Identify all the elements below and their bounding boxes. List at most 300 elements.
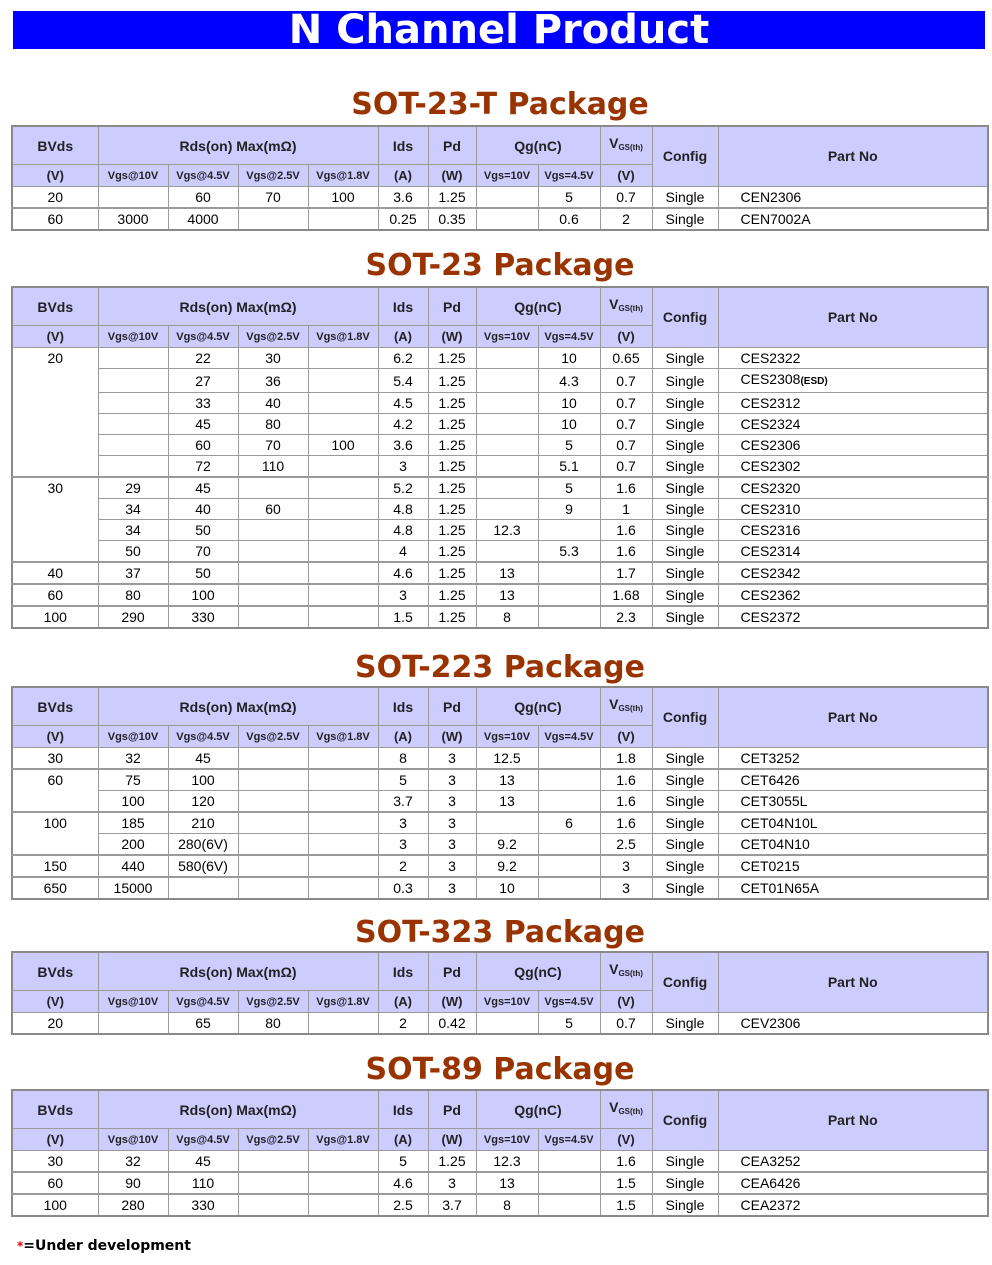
table-cell: [600, 769, 652, 791]
table-cell: [12, 1013, 98, 1035]
cell-value: 65: [195, 1015, 211, 1031]
table-cell: [600, 499, 652, 520]
cell-value: 0.7: [616, 395, 636, 411]
cell-value: 5.1: [559, 458, 579, 474]
table-cell: [168, 877, 238, 899]
table-cell: [718, 855, 988, 877]
cell-value: Single: [665, 501, 705, 517]
cell-value: 3: [448, 880, 456, 896]
table-cell: [12, 1194, 98, 1216]
cell-value: 1.6: [616, 772, 636, 788]
cell-value: CES2312: [740, 395, 801, 411]
table-cell: [600, 520, 652, 541]
cell-value: 1.25: [438, 480, 466, 496]
header-rds: Rds(on) Max(mΩ): [98, 287, 378, 326]
header-qg-sub: Vgs=4.5V: [538, 326, 600, 348]
cell-value: 1.6: [616, 793, 636, 809]
cell-value: 280(6V): [178, 836, 228, 852]
cell-value: 37: [125, 565, 141, 581]
cell-value: 100: [331, 189, 355, 205]
header-rds-sub: Vgs@2.5V: [238, 165, 308, 187]
table-cell: [98, 393, 168, 414]
cell-value: 100: [191, 772, 215, 788]
cell-value: 1: [622, 501, 630, 517]
cell-value: 3: [448, 750, 456, 766]
cell-value: 45: [195, 416, 211, 432]
cell-value: 0.7: [616, 1015, 636, 1031]
cell-value: Single: [665, 836, 705, 852]
cell-value: 100: [43, 609, 67, 625]
table-cell: [538, 456, 600, 478]
table-cell: [428, 877, 476, 899]
section-title: SOT-23 Package: [365, 248, 635, 283]
cell-value: Single: [665, 1197, 705, 1213]
cell-value: 290: [121, 609, 145, 625]
table-row: [12, 414, 988, 435]
table-cell: [168, 499, 238, 520]
header-vgs-label: V: [609, 135, 619, 151]
cell-value: 2.5: [393, 1197, 413, 1213]
table-cell: [98, 584, 168, 606]
table-cell: [718, 606, 988, 628]
table-row: [12, 769, 988, 791]
table-cell: [168, 456, 238, 478]
cell-value: 75: [125, 772, 141, 788]
table-cell: [378, 834, 428, 856]
cell-value: 330: [191, 609, 215, 625]
cell-value: 1.6: [616, 543, 636, 559]
table-cell: [476, 1151, 538, 1173]
table-cell: [378, 208, 428, 230]
header-config: Config: [652, 287, 718, 348]
cell-value: CES2306: [740, 437, 801, 453]
table-cell: [378, 791, 428, 813]
cell-value: 60: [47, 587, 64, 603]
cell-value: 110: [261, 458, 285, 474]
header-qg-sub: Vgs=10V: [476, 165, 538, 187]
header-qg: Qg(nC): [476, 287, 600, 326]
cell-value: 1.8: [616, 750, 636, 766]
table-row: [12, 541, 988, 563]
cell-value: 0.7: [616, 189, 636, 205]
cell-value: CET6426: [740, 772, 800, 788]
table-cell: [600, 348, 652, 369]
cell-value: 13: [499, 587, 515, 603]
header-row: [12, 1090, 988, 1129]
table-cell: [718, 1151, 988, 1173]
table-cell: [476, 834, 538, 856]
table-cell: [652, 393, 718, 414]
table-cell: [238, 562, 308, 584]
table-cell: [652, 584, 718, 606]
header-pd-unit: (W): [428, 326, 476, 348]
cell-value: 110: [191, 1175, 215, 1191]
cell-value: 1.25: [438, 1153, 466, 1169]
table-row: [12, 1151, 988, 1173]
cell-value: 40: [195, 501, 211, 517]
table-cell: [538, 834, 600, 856]
table-cell: [238, 477, 308, 499]
table-cell: [378, 541, 428, 563]
cell-value: 12.3: [493, 1153, 521, 1169]
table-cell: [308, 187, 378, 209]
cell-value: 30: [47, 480, 64, 496]
table-cell: [718, 877, 988, 899]
table-cell: [652, 834, 718, 856]
table-cell: [538, 1194, 600, 1216]
table-cell: [476, 208, 538, 230]
table-cell: [238, 791, 308, 813]
table-cell: [476, 369, 538, 393]
table-cell: [428, 1151, 476, 1173]
table-cell: [238, 369, 308, 393]
cell-value: Single: [665, 211, 705, 227]
table-cell: [718, 562, 988, 584]
table-cell: [718, 1194, 988, 1216]
cell-value: Single: [665, 609, 705, 625]
cell-value: 4: [399, 543, 407, 559]
table-cell: [538, 369, 600, 393]
header-rds-sub: Vgs@2.5V: [238, 1129, 308, 1151]
cell-value: 20: [47, 1015, 64, 1031]
table-cell: [378, 748, 428, 770]
header-config: Config: [652, 952, 718, 1013]
cell-value: 120: [191, 793, 215, 809]
cell-value: 10: [561, 350, 577, 366]
table-row: [12, 348, 988, 369]
table-cell: [718, 769, 988, 791]
cell-value: 1.25: [438, 189, 466, 205]
table-cell: [308, 520, 378, 541]
cell-value: 3: [399, 836, 407, 852]
header-rds-sub: Vgs@1.8V: [308, 326, 378, 348]
cell-value: 440: [121, 858, 145, 874]
header-pd-unit: (W): [428, 726, 476, 748]
header-pd: Pd: [428, 1090, 476, 1129]
cell-value: 50: [195, 565, 211, 581]
table-cell: [476, 456, 538, 478]
footnote: [17, 1238, 191, 1254]
table-cell: [378, 477, 428, 499]
table-cell: [600, 812, 652, 834]
cell-value: 13: [499, 565, 515, 581]
cell-value: 30: [265, 350, 281, 366]
cell-value: 40: [47, 565, 64, 581]
cell-value: 1.6: [616, 480, 636, 496]
table-cell: [718, 477, 988, 499]
table-cell: [308, 748, 378, 770]
cell-value: Single: [665, 350, 705, 366]
table-cell: [238, 520, 308, 541]
cell-value: 2.3: [616, 609, 636, 625]
cell-value: 580(6V): [178, 858, 228, 874]
table-cell: [238, 1013, 308, 1035]
header-bvds: BVds: [12, 287, 98, 326]
cell-value: CEA6426: [740, 1175, 801, 1191]
table-cell: [600, 1151, 652, 1173]
cell-value: 0.65: [612, 350, 640, 366]
cell-value: 0.3: [393, 880, 413, 896]
cell-value: 1.5: [616, 1197, 636, 1213]
cell-value: 60: [195, 189, 211, 205]
header-bvds: BVds: [12, 687, 98, 726]
cell-value: 1.25: [438, 609, 466, 625]
table-cell: [652, 456, 718, 478]
table-cell: [718, 834, 988, 856]
table-cell: [600, 208, 652, 230]
cell-value: 3.7: [393, 793, 413, 809]
table-cell: [428, 456, 476, 478]
cell-value: Single: [665, 1015, 705, 1031]
cell-value: Single: [665, 437, 705, 453]
spec-table-sot23t: [11, 125, 989, 231]
cell-value: 650: [43, 880, 67, 896]
cell-value: CES2322: [740, 350, 801, 366]
cell-value: CES2316: [740, 522, 801, 538]
table-cell: [98, 414, 168, 435]
table-cell: [600, 877, 652, 899]
table-cell: [238, 748, 308, 770]
table-cell: [428, 348, 476, 369]
table-cell: [600, 855, 652, 877]
table-cell: [168, 562, 238, 584]
header-qg: Qg(nC): [476, 126, 600, 165]
table-cell: [98, 812, 168, 834]
table-row: [12, 1194, 988, 1216]
header-vgs: [600, 1090, 652, 1129]
table-cell: [652, 791, 718, 813]
header-ids-unit: (A): [378, 991, 428, 1013]
table-cell: [600, 562, 652, 584]
cell-value: 0.7: [616, 372, 636, 389]
table-cell: [168, 520, 238, 541]
cell-value: Single: [665, 543, 705, 559]
table-cell: [538, 435, 600, 456]
cell-value: 32: [125, 1153, 141, 1169]
header-pd: Pd: [428, 952, 476, 991]
cell-value: 1.7: [616, 565, 636, 581]
table-cell: [718, 584, 988, 606]
cell-value: CET01N65A: [740, 880, 820, 896]
table-cell: [378, 769, 428, 791]
cell-value: 4.8: [393, 501, 413, 517]
cell-value: 20: [47, 350, 64, 366]
cell-value: CEN7002A: [740, 211, 811, 227]
header-pd: Pd: [428, 126, 476, 165]
table-cell: [308, 1194, 378, 1216]
header-ids: Ids: [378, 1090, 428, 1129]
table-cell: [652, 1172, 718, 1194]
table-cell: [538, 477, 600, 499]
cell-value: 0.7: [616, 437, 636, 453]
table-cell: [168, 769, 238, 791]
cell-value: Single: [665, 458, 705, 474]
table-cell: [428, 477, 476, 499]
cell-value: 8: [503, 1197, 511, 1213]
header-vgs: [600, 126, 652, 165]
header-qg: Qg(nC): [476, 1090, 600, 1129]
table-cell: [718, 369, 988, 393]
table-cell: [308, 393, 378, 414]
cell-value: 60: [47, 1175, 64, 1191]
header-vgs-sub: GS(th): [618, 1107, 643, 1116]
header-vgs: [600, 952, 652, 991]
cell-value: Single: [665, 565, 705, 581]
header-bvds-unit: (V): [12, 1129, 98, 1151]
cell-value: 3: [448, 815, 456, 831]
table-cell: [308, 1151, 378, 1173]
cell-value: 50: [195, 522, 211, 538]
page-title: N Channel Product: [13, 11, 985, 49]
table-cell: [428, 435, 476, 456]
table-cell: [98, 1172, 168, 1194]
table-cell: [168, 1013, 238, 1035]
header-bvds: BVds: [12, 952, 98, 991]
table-cell: [538, 877, 600, 899]
table-cell: [168, 791, 238, 813]
table-cell: [718, 812, 988, 834]
cell-value: 9: [565, 501, 573, 517]
cell-value: Single: [665, 587, 705, 603]
table-cell: [428, 1194, 476, 1216]
table-cell: [168, 541, 238, 563]
table-cell: [378, 1194, 428, 1216]
table-cell: [476, 541, 538, 563]
header-ids: Ids: [378, 952, 428, 991]
table-row: [12, 499, 988, 520]
table-cell: [652, 812, 718, 834]
table-cell: [600, 369, 652, 393]
cell-value: 60: [47, 772, 64, 788]
header-rds-sub: Vgs@4.5V: [168, 326, 238, 348]
table-cell: [718, 1172, 988, 1194]
cell-value: 3: [622, 880, 630, 896]
table-cell: [378, 855, 428, 877]
header-qg: Qg(nC): [476, 952, 600, 991]
table-cell: [378, 812, 428, 834]
header-vgs-label: V: [609, 696, 619, 712]
header-rds-sub: Vgs@4.5V: [168, 1129, 238, 1151]
cell-value: 10: [561, 416, 577, 432]
table-row: [12, 562, 988, 584]
table-cell: [378, 435, 428, 456]
cell-value: 1.25: [438, 416, 466, 432]
table-cell: [428, 855, 476, 877]
cell-value: 330: [191, 1197, 215, 1213]
table-cell: [168, 435, 238, 456]
header-vgs-sub: GS(th): [618, 969, 643, 978]
section-title: SOT-223 Package: [355, 650, 645, 685]
table-cell: [98, 748, 168, 770]
table-cell: [308, 562, 378, 584]
table-cell: [238, 812, 308, 834]
table-cell: [476, 562, 538, 584]
header-ids-unit: (A): [378, 726, 428, 748]
table-cell: [378, 393, 428, 414]
table-cell: [538, 748, 600, 770]
cell-value: 1.25: [438, 501, 466, 517]
cell-value: CET3055L: [740, 793, 808, 809]
table-cell: [476, 877, 538, 899]
table-cell: [600, 1172, 652, 1194]
footnote-text: =Under development: [23, 1238, 191, 1254]
table-cell: [12, 748, 98, 770]
cell-value: Single: [665, 395, 705, 411]
spec-table-sot223: [11, 686, 989, 900]
table-row: [12, 393, 988, 414]
esd-note: (ESD): [800, 376, 828, 387]
header-pd: Pd: [428, 287, 476, 326]
table-cell: [98, 435, 168, 456]
header-pd: Pd: [428, 687, 476, 726]
table-cell: [428, 187, 476, 209]
cell-value: 30: [47, 750, 64, 766]
table-cell: [718, 541, 988, 563]
table-row: [12, 456, 988, 478]
cell-value: CET0215: [740, 858, 800, 874]
table-cell: [12, 187, 98, 209]
cell-value: Single: [665, 416, 705, 432]
table-cell: [238, 541, 308, 563]
cell-value: 0.6: [559, 211, 579, 227]
table-cell: [718, 791, 988, 813]
cell-value: 90: [125, 1175, 141, 1191]
header-config: Config: [652, 1090, 718, 1151]
cell-value: 185: [121, 815, 145, 831]
cell-value: 5: [565, 189, 573, 205]
header-rds-sub: Vgs@2.5V: [238, 326, 308, 348]
table-cell: [168, 834, 238, 856]
table-cell: [12, 1172, 98, 1194]
table-cell: [168, 812, 238, 834]
table-cell: [12, 855, 98, 877]
header-vgs-label: V: [609, 296, 619, 312]
cell-value: 4.6: [393, 1175, 413, 1191]
table-cell: [718, 1013, 988, 1035]
table-cell: [600, 435, 652, 456]
table-cell: [652, 187, 718, 209]
cell-value: CES2308: [740, 371, 801, 387]
header-ids-unit: (A): [378, 165, 428, 187]
header-qg-sub: Vgs=4.5V: [538, 726, 600, 748]
header-rds-sub: Vgs@1.8V: [308, 1129, 378, 1151]
header-config: Config: [652, 687, 718, 748]
header-rds-sub: Vgs@4.5V: [168, 726, 238, 748]
cell-value: 1.25: [438, 458, 466, 474]
header-ids-unit: (A): [378, 326, 428, 348]
cell-value: 4.6: [393, 565, 413, 581]
table-cell: [238, 1194, 308, 1216]
table-cell: [98, 541, 168, 563]
table-cell: [428, 369, 476, 393]
cell-value: 29: [125, 480, 141, 496]
table-cell: [476, 748, 538, 770]
cell-value: 1.25: [438, 372, 466, 389]
cell-value: 30: [47, 1153, 64, 1169]
cell-value: 8: [503, 609, 511, 625]
cell-value: 72: [195, 458, 211, 474]
cell-value: CES2314: [740, 543, 801, 559]
table-cell: [12, 769, 98, 812]
cell-value: CET04N10L: [740, 815, 818, 831]
cell-value: CEV2306: [740, 1015, 801, 1031]
cell-value: CEN2306: [740, 189, 802, 205]
cell-value: 1.5: [616, 1175, 636, 1191]
cell-value: 60: [265, 501, 281, 517]
table-row: [12, 748, 988, 770]
table-cell: [718, 456, 988, 478]
table-cell: [378, 369, 428, 393]
